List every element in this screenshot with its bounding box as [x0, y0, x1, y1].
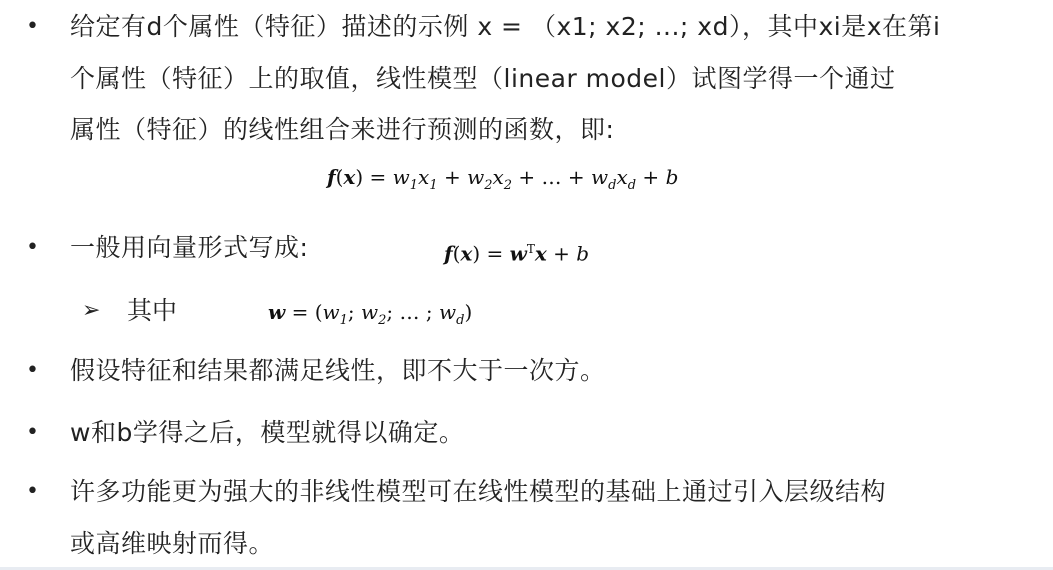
bullet-marker: •	[26, 420, 39, 445]
formula-linear-sum: $f(x) = w_1x_1 + w_2x_2$ + … + $w_dx_d + b$	[327, 165, 679, 193]
bullet-1-line-1: 给定有d个属性（特征）描述的示例 x = （x1; x2; ...; xd），其中xi是x在第i	[70, 12, 941, 41]
sub-bullet-label: 其中	[127, 296, 178, 325]
bullet-1-line-3: 属性（特征）的线性组合来进行预测的函数，即:	[70, 115, 615, 144]
formula-weight-vector: $w = (w_1$; $w_2$; … ; $w_d$)	[268, 300, 473, 328]
sub-bullet-arrow-icon: ➢	[82, 298, 101, 323]
bullet-5-line-1: 许多功能更为强大的非线性模型可在线性模型的基础上通过引入层级结构	[70, 477, 887, 506]
bullet-marker: •	[26, 235, 39, 260]
formula-vector-form: $f(x) = w^Tx + b$	[444, 241, 590, 266]
bullet-2-line-1: 一般用向量形式写成:	[70, 233, 309, 262]
bullet-3-line-1: 假设特征和结果都满足线性，即不大于一次方。	[70, 356, 606, 385]
bullet-marker: •	[26, 14, 39, 39]
bullet-marker: •	[26, 479, 39, 504]
bullet-5-line-2: 或高维映射而得。	[70, 529, 275, 558]
bullet-4-line-1: w和b学得之后，模型就得以确定。	[70, 418, 465, 447]
bullet-1-line-2: 个属性（特征）上的取值，线性模型（linear model）试图学得一个通过	[70, 64, 896, 93]
bullet-marker: •	[26, 358, 39, 383]
